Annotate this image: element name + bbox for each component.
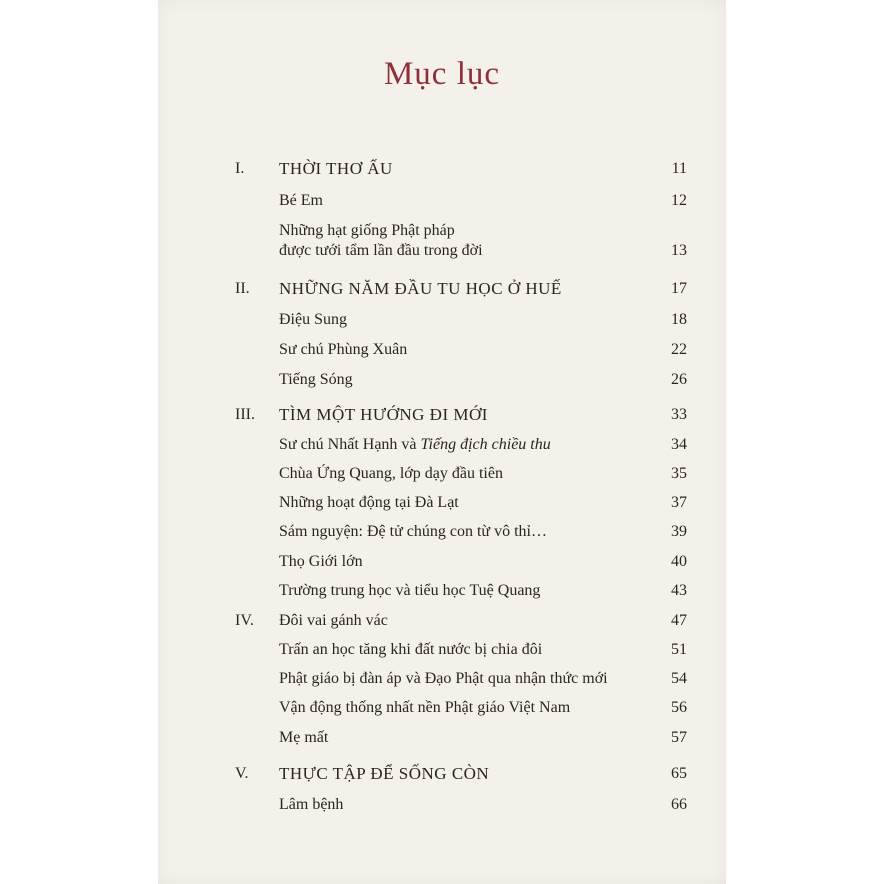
- chapter-title: THỜI THƠ ẤU: [279, 159, 393, 178]
- page-number: 11: [671, 160, 687, 177]
- entry-title-italic: Tiếng địch chiều thu: [420, 436, 551, 453]
- book-page: [158, 0, 726, 884]
- entry-title: Phật giáo bị đàn áp và Đạo Phật qua nhận thức mới: [279, 670, 608, 687]
- page-number: 57: [671, 729, 687, 746]
- page-number: 37: [671, 494, 687, 511]
- chapter-title: NHỮNG NĂM ĐẦU TU HỌC Ở HUẾ: [279, 279, 562, 298]
- page-number: 35: [671, 465, 687, 482]
- entry-title-line1: Những hạt giống Phật pháp: [279, 222, 455, 239]
- entry-title: Sám nguyện: Đệ tử chúng con từ vô thỉ…: [279, 523, 547, 540]
- entry-title: Mẹ mất: [279, 729, 329, 746]
- page-number: 39: [671, 523, 687, 540]
- chapter-title: Đôi vai gánh vác: [279, 612, 388, 629]
- entry-title: Thọ Giới lớn: [279, 553, 363, 570]
- entry-title: Trường trung học và tiểu học Tuệ Quang: [279, 582, 541, 599]
- chapter-number: IV.: [235, 612, 254, 629]
- page-title: Mục lục: [383, 56, 501, 92]
- entry-title: Những hoạt động tại Đà Lạt: [279, 494, 459, 511]
- entry-title: Vận động thống nhất nền Phật giáo Việt Nam: [279, 699, 571, 716]
- page-number: 18: [671, 311, 687, 328]
- page-number: 12: [671, 192, 687, 209]
- chapter-number: V.: [235, 765, 249, 782]
- page-number: 34: [671, 436, 687, 453]
- page-number: 54: [671, 670, 687, 687]
- page-number: 65: [671, 765, 687, 782]
- page-number: 17: [671, 280, 687, 297]
- page-number: 43: [671, 582, 687, 599]
- page-number: 13: [671, 242, 687, 259]
- entry-title-plain: Sư chú Nhất Hạnh và: [279, 436, 421, 453]
- entry-title: Bé Em: [279, 192, 323, 209]
- page-number: 56: [671, 699, 687, 716]
- entry-title: Tiếng Sóng: [279, 371, 353, 388]
- entry-title: Trấn an học tăng khi đất nước bị chia đôi: [279, 641, 543, 658]
- page-number: 47: [671, 612, 687, 629]
- chapter-number: III.: [235, 406, 255, 423]
- entry-title: Lâm bệnh: [279, 796, 344, 813]
- page-number: 33: [671, 406, 687, 423]
- entry-title: Điệu Sung: [279, 311, 347, 328]
- page-number: 51: [671, 641, 687, 658]
- entry-title: Sư chú Phùng Xuân: [279, 341, 408, 358]
- chapter-number: I.: [235, 160, 245, 177]
- entry-title: [279, 434, 551, 456]
- entry-title: Chùa Ứng Quang, lớp dạy đầu tiên: [279, 465, 503, 482]
- page-number: 66: [671, 796, 687, 813]
- page-number: 40: [671, 553, 687, 570]
- chapter-number: II.: [235, 280, 250, 297]
- page-number: 22: [671, 341, 687, 358]
- page-number: 26: [671, 371, 687, 388]
- chapter-title: TÌM MỘT HƯỚNG ĐI MỚI: [279, 405, 488, 424]
- chapter-title: THỰC TẬP ĐỂ SỐNG CÒN: [279, 764, 490, 783]
- entry-title-line2: được tưới tẩm lần đầu trong đời: [279, 242, 483, 259]
